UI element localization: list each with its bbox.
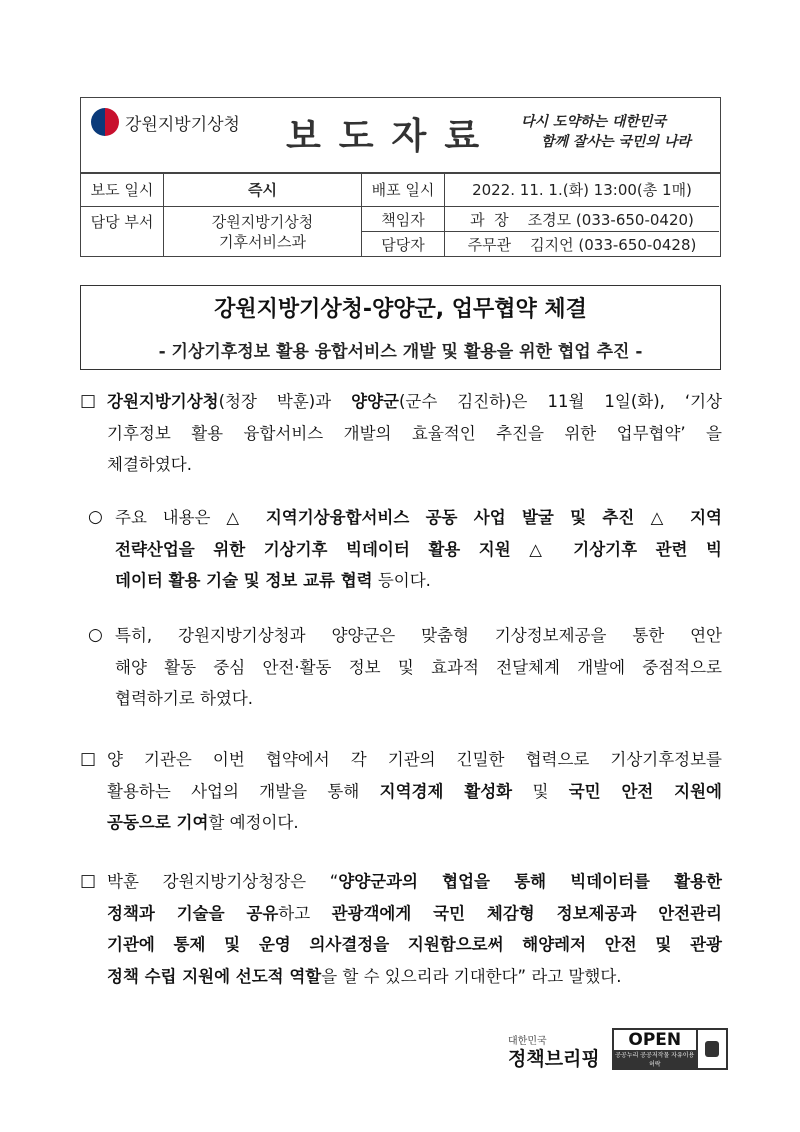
kogl-open-license-badge xyxy=(612,1028,728,1070)
text-line xyxy=(107,776,722,808)
text-segment: 특히, 강원지방기상청과 양양군은 맞춤형 기상정보제공을 통한 연안 xyxy=(115,626,722,645)
manager-label: 책임자 xyxy=(362,207,445,232)
taegeuk-emblem-icon xyxy=(91,108,119,136)
agency-name: 강원지방기상청 xyxy=(125,114,240,135)
square-bullet-icon: □ xyxy=(80,391,97,411)
brief-small-text: 대한민국 xyxy=(508,1036,547,1047)
release-label: 보도 일시 xyxy=(81,172,164,207)
text-line xyxy=(115,502,722,534)
circle-bullet-icon: ○ xyxy=(88,625,103,645)
text-line xyxy=(107,898,722,930)
text-line xyxy=(107,418,722,450)
text-line xyxy=(115,565,722,597)
agency-logo xyxy=(91,108,240,136)
release-value: 즉시 xyxy=(164,172,362,207)
slogan xyxy=(521,112,691,152)
staff-value: 주무관 김지언 (033-650-0428) xyxy=(467,235,697,254)
square-bullet-icon: □ xyxy=(80,871,97,891)
dept-value xyxy=(164,207,362,256)
bold-text: 정책과 기술을 공유 xyxy=(107,903,279,923)
dept-label: 담당 부서 xyxy=(81,207,164,256)
text-line xyxy=(107,866,722,898)
bold-text: 양양군 xyxy=(351,392,399,411)
text-segment: 체결하였다. xyxy=(107,455,192,474)
square-bullet-icon: □ xyxy=(80,749,97,769)
text-line xyxy=(107,961,722,993)
text-segment: 기후정보 활용 융합서비스 개발의 효율적인 추진을 위한 업무협약’ 을 xyxy=(107,423,722,443)
text-segment: 하고 xyxy=(278,903,332,923)
open-caption: 공공누리 공공저작물 자유이용허락 xyxy=(615,1052,695,1068)
text-segment: 양 기관은 이번 협약에서 각 기관의 긴밀한 협력으로 기상기후정보를 xyxy=(107,750,722,769)
text-segment: 활용하는 사업의 개발을 통해 xyxy=(107,781,380,801)
slogan-line-2: 함께 잘사는 국민의 나라 xyxy=(541,134,691,150)
text-segment: 협력하기로 하였다. xyxy=(115,689,254,708)
text-line xyxy=(115,534,722,566)
doc-type-title: 보도자료 xyxy=(286,116,498,157)
dept-line-1: 강원지방기상청 xyxy=(211,212,314,231)
text-segment: (군수 김진하)은 11월 1일(화), ‘기상 xyxy=(398,392,722,411)
footer-logos xyxy=(508,1028,728,1070)
staff-label: 담당자 xyxy=(362,232,445,256)
bold-text: 강원지방기상청 xyxy=(107,392,219,411)
dist-label: 배포 일시 xyxy=(362,172,445,207)
text-line xyxy=(115,652,722,684)
bold-text: 양양군과의 협업을 통해 빅데이터를 활용한 xyxy=(338,872,722,891)
paragraph xyxy=(80,386,722,481)
paragraph xyxy=(80,866,722,992)
text-line xyxy=(107,744,722,776)
paragraph xyxy=(80,620,722,715)
header-table xyxy=(80,97,721,257)
circle-bullet-icon: ○ xyxy=(88,507,103,527)
headline-box xyxy=(80,285,721,370)
bold-text: 관광객에게 국민 체감형 정보제공과 안전관리 xyxy=(331,903,722,923)
text-segment: 및 xyxy=(512,781,569,801)
text-line xyxy=(107,449,722,481)
slogan-line-1: 다시 도약하는 대한민국 xyxy=(521,114,666,130)
dist-value: 2022. 11. 1.(화) 13:00(총 1매) xyxy=(445,172,719,207)
text-segment: 할 예정이다. xyxy=(208,813,299,832)
bold-text: 전략산업을 위한 기상기후 빅데이터 활용 지원 △ 기상기후 관련 빅 xyxy=(115,539,722,559)
bold-text: 공동으로 기여 xyxy=(107,813,209,832)
text-line xyxy=(107,929,722,961)
paragraph xyxy=(80,744,722,839)
manager-value: 과 장 조경모 (033-650-0420) xyxy=(445,207,719,232)
open-word: OPEN xyxy=(628,1030,682,1050)
text-line xyxy=(107,807,722,839)
paragraph xyxy=(80,502,722,597)
text-segment: 주요 내용은 xyxy=(115,508,227,527)
headline: 강원지방기상청-양양군, 업무협약 체결 xyxy=(214,297,587,322)
bold-text: 정책 수립 지원에 선도적 역할 xyxy=(107,966,322,986)
text-line xyxy=(115,620,722,652)
text-segment: 을 할 수 있으리라 기대한다” 라고 말했다. xyxy=(321,966,622,986)
dept-line-2: 기후서비스과 xyxy=(219,232,306,251)
bold-text: 지역경제 활성화 xyxy=(379,781,513,801)
policy-briefing-logo xyxy=(508,1036,600,1070)
text-segment: 박훈 강원지방기상청장은 “ xyxy=(107,872,339,891)
brief-big-text: 정책브리핑 xyxy=(508,1048,600,1070)
bold-text: 기관에 통제 및 운영 의사결정을 지원함으로써 해양레저 안전 및 관광 xyxy=(107,935,722,954)
text-segment: (청장 박훈)과 xyxy=(218,392,352,411)
attribution-person-icon xyxy=(696,1030,726,1068)
header-banner xyxy=(81,98,720,174)
bold-text: 데이터 활용 기술 및 정보 교류 협력 xyxy=(115,571,373,590)
subheadline: - 기상기후정보 활용 융합서비스 개발 및 활용을 위한 협업 추진 - xyxy=(158,342,643,362)
bold-text: △ 지역기상융합서비스 공동 사업 발굴 및 추진 △ 지역 xyxy=(226,508,722,527)
text-line xyxy=(107,386,722,418)
bold-text: 국민 안전 지원에 xyxy=(568,781,723,801)
text-segment: 등이다. xyxy=(372,571,431,590)
text-line xyxy=(115,683,722,715)
text-segment: 해양 활동 중심 안전·활동 정보 및 효과적 전달체계 개발에 중점적으로 xyxy=(115,657,722,677)
